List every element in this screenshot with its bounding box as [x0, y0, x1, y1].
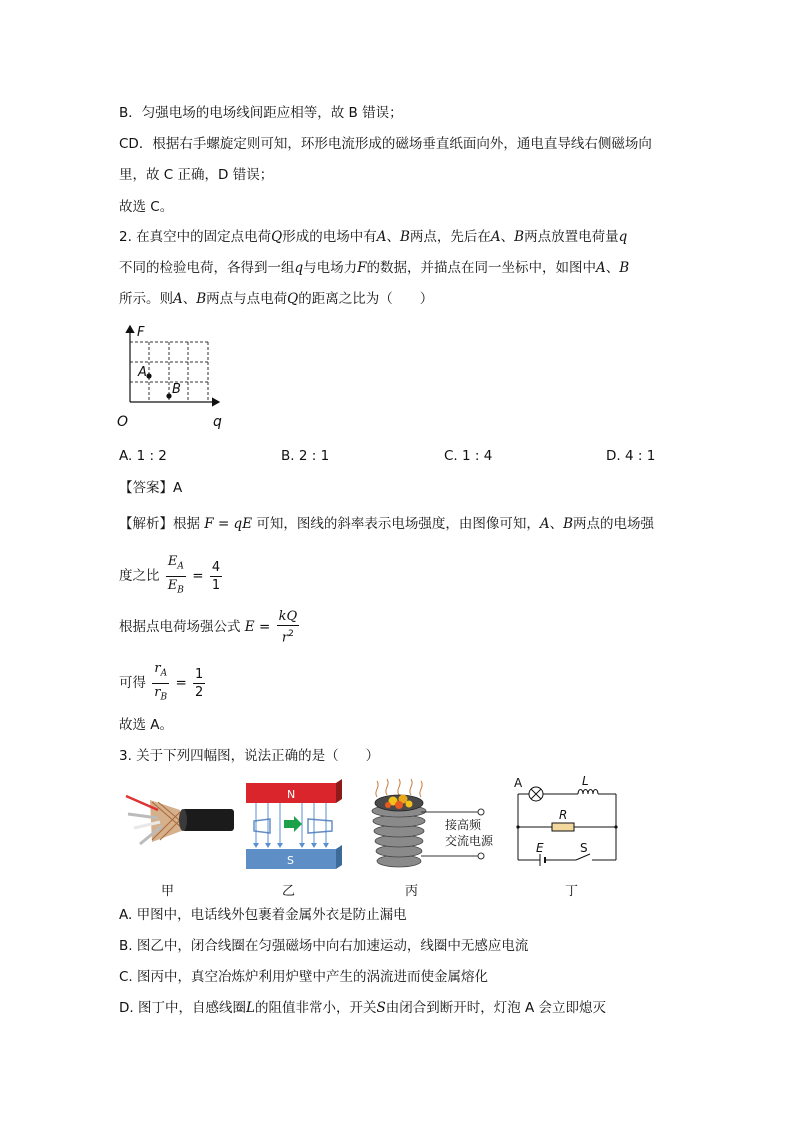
q2-option-c: C. 1 : 4	[444, 448, 493, 464]
inductor-icon	[578, 790, 598, 795]
caption-jia: 甲	[161, 884, 175, 899]
caption-ding: 丁	[565, 884, 579, 899]
q2-option-b: B. 2 : 1	[281, 448, 330, 464]
switch-label: S	[580, 841, 588, 855]
point-a	[146, 373, 151, 378]
q3-option-b: B. 图乙中，闭合线圈在匀强磁场中向右加速运动，线圈中无感应电流	[119, 938, 529, 954]
axis-q-label: q	[213, 414, 222, 430]
q2-option-a: A. 1 : 2	[119, 448, 167, 464]
magnet-s-label: S	[287, 854, 294, 867]
q2-analysis-formula: 根据点电荷场强公式 E = $\frac{kQ}{r^2}$	[119, 609, 298, 646]
origin-label: O	[117, 414, 129, 430]
prev-cd-line1: CD．根据右手螺旋定则可知，环形电流形成的磁场垂直纸面向外，通电直导线右侧磁场向	[119, 136, 652, 152]
point-b	[166, 393, 171, 398]
q2-analysis-result: 可得 $\frac{r_A}{r_B}$ = $\frac{1}{2}$	[119, 660, 207, 706]
axis-f-label: F	[137, 325, 145, 340]
battery-label: E	[536, 841, 544, 855]
q2-analysis-ratio: 度之比 $\frac{E_A}{E_B}$ = $\frac{4}{1}$	[119, 553, 224, 599]
ratio-value-fraction: $\frac{4}{1}$	[211, 559, 221, 593]
result-r-fraction: $\frac{r_A}{r_B}$	[154, 661, 168, 703]
q2-stem-line2: 不同的检验电荷，各得到一组q与电场力F的数据，并描点在同一坐标中，如图中A、B	[119, 260, 630, 276]
q2-option-d: D. 4 : 1	[606, 448, 656, 464]
q3-option-d: D. 图丁中，自感线圈L的阻值非常小，开关S由闭合到断开时，灯泡 A 会立即熄灭	[119, 1000, 607, 1016]
q2-stem-line3: 所示。则A、B两点与点电荷Q的距离之比为（ ）	[119, 291, 434, 307]
magnet-n-label: N	[287, 788, 296, 801]
fq-graph	[115, 322, 230, 432]
prev-conclusion: 故选 C。	[119, 199, 174, 215]
fig-jia-cable	[122, 780, 237, 865]
resistor-label: R	[559, 808, 568, 822]
fig-ding-circuit	[510, 772, 622, 872]
caption-bing: 丙	[405, 884, 419, 899]
caption-yi: 乙	[282, 884, 296, 899]
resistor-icon	[552, 823, 574, 831]
prev-cd-line2: 里，故 C 正确，D 错误；	[119, 167, 274, 183]
furnace-label-2: 交流电源	[445, 834, 494, 848]
point-b-label: B	[172, 382, 181, 397]
prev-b-line: B．匀强电场的电场线间距应相等，故 B 错误；	[119, 105, 403, 121]
fig-yi-magnet	[246, 779, 342, 871]
q2-stem-line1: 2. 在真空中的固定点电荷Q形成的电场中有A、B两点，先后在A、B两点放置电荷量q	[119, 229, 628, 245]
q3-option-c: C. 图丙中，真空冶炼炉利用炉壁中产生的涡流进而使金属熔化	[119, 969, 489, 985]
q3-option-a: A. 甲图中，电话线外包裹着金属外衣是防止漏电	[119, 907, 407, 923]
q2-answer: 【答案】A	[119, 480, 183, 496]
inductor-label: L	[582, 774, 589, 788]
q2-conclusion: 故选 A。	[119, 717, 174, 733]
ratio-e-fraction: $\frac{E_A}{E_B}$	[167, 554, 184, 596]
q2-analysis-line1: 【解析】根据 F = qE 可知，图线的斜率表示电场强度，由图像可知，A、B两点的电场强	[119, 516, 655, 532]
field-formula-fraction: $\frac{kQ}{r^2}$	[278, 609, 298, 646]
result-value-fraction: $\frac{1}{2}$	[195, 666, 204, 700]
furnace-label-1: 接高频	[445, 818, 482, 832]
lamp-label: A	[514, 776, 523, 790]
point-a-label: A	[138, 365, 147, 380]
q3-stem: 3. 关于下列四幅图，说法正确的是（ ）	[119, 748, 380, 764]
fig-bing-furnace	[363, 777, 494, 872]
